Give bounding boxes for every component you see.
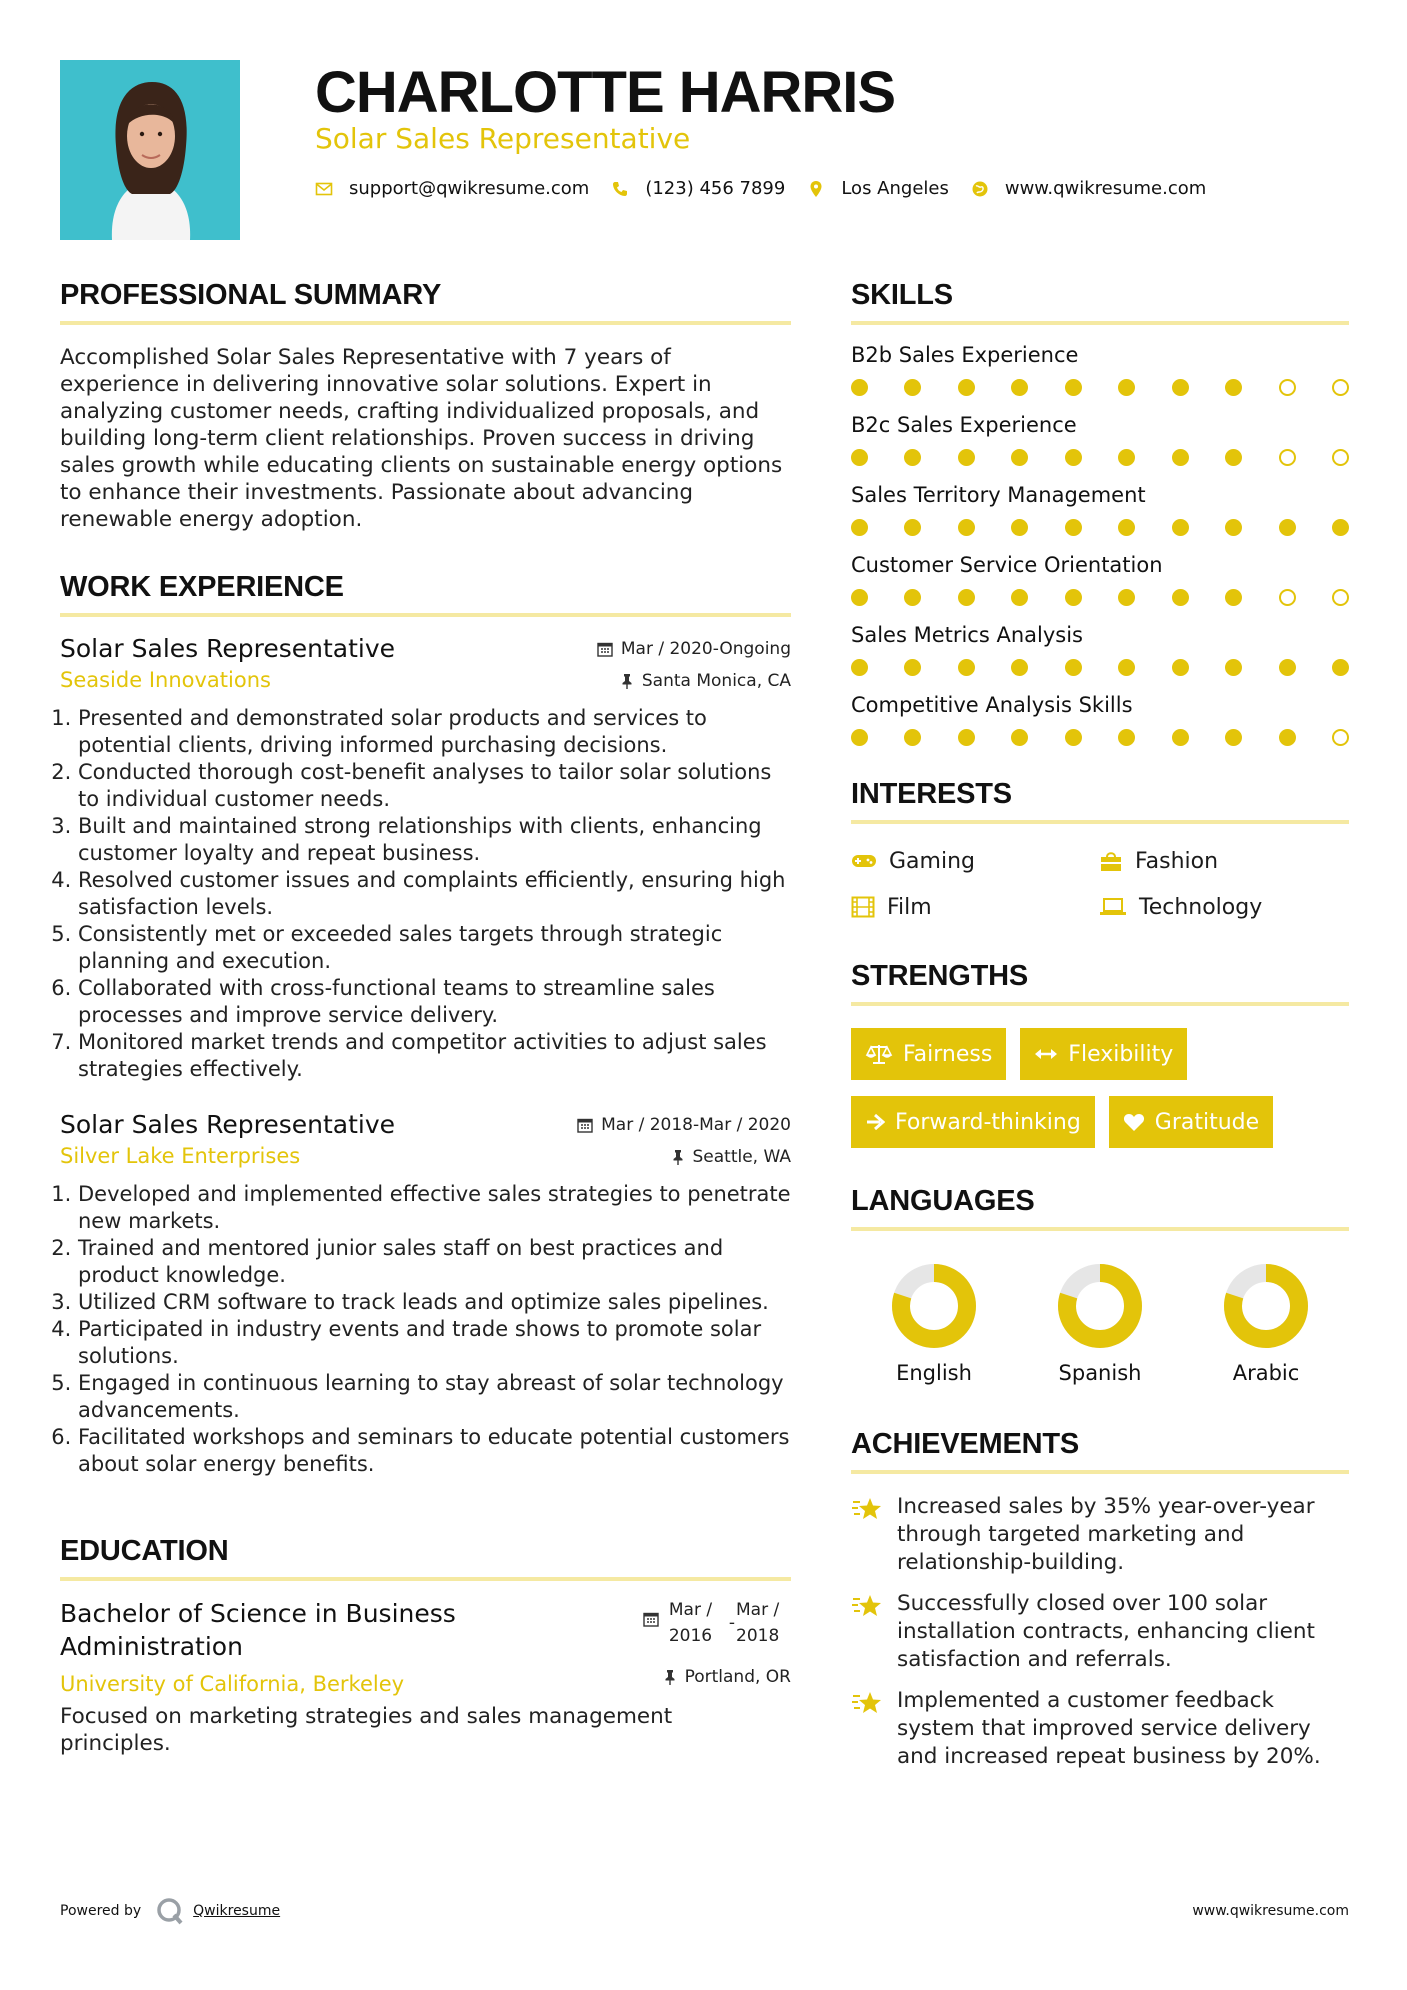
skill-name: Sales Metrics Analysis	[851, 623, 1083, 647]
list-item: 7. Monitored market trends and competitor activities to adjust sales strategies effectively.	[78, 1029, 791, 1083]
pushpin-icon	[671, 1149, 685, 1165]
map-pin-icon	[807, 180, 825, 198]
job-company: Seaside Innovations	[60, 668, 271, 692]
rating-dot-filled	[958, 379, 975, 396]
rating-dot-empty	[1332, 449, 1349, 466]
rating-dot-filled	[904, 589, 921, 606]
start-month: Mar /	[668, 1600, 713, 1620]
rating-dot-filled	[1118, 729, 1135, 746]
calendar-icon	[643, 1611, 659, 1627]
rating-dot-filled	[1011, 449, 1028, 466]
interest-item	[1099, 891, 1349, 923]
powered-by-label: Powered by	[60, 1903, 142, 1919]
powered-by	[60, 1896, 280, 1926]
skill-rating	[851, 589, 1349, 606]
achievement-text: Implemented a customer feedback system that improved service delivery and increased repeat business by 20%.	[897, 1688, 1321, 1769]
pushpin-icon	[620, 673, 634, 689]
rating-dot-filled	[1011, 659, 1028, 676]
skills-list	[851, 341, 1349, 746]
rating-dot-filled	[851, 519, 868, 536]
languages-section	[851, 1184, 1349, 1385]
rating-dot-filled	[904, 449, 921, 466]
interests-divider	[851, 820, 1349, 824]
globe-icon	[971, 180, 989, 198]
contact-phone-text: (123) 456 7899	[645, 178, 786, 199]
rating-dot-filled	[851, 449, 868, 466]
education-entry	[60, 1597, 791, 1757]
rating-dot-filled	[1065, 449, 1082, 466]
job-location-text: Santa Monica, CA	[641, 671, 791, 691]
job-meta	[597, 633, 791, 697]
list-item: 1. Presented and demonstrated solar products and services to potential clients, driving informed purchasing decisions.	[78, 705, 791, 759]
rating-dot-filled	[958, 589, 975, 606]
degree-title: Bachelor of Science in Business Administration	[60, 1599, 456, 1661]
languages-list	[851, 1263, 1349, 1385]
strength-tag	[851, 1096, 1095, 1148]
rating-dot-filled	[1225, 519, 1242, 536]
rating-dot-filled	[1332, 659, 1349, 676]
star-burst-icon	[851, 1593, 883, 1619]
interest-item	[851, 845, 1099, 877]
interests-section	[851, 777, 1349, 923]
rating-dot-filled	[958, 729, 975, 746]
candidate-role: Solar Sales Representative	[315, 122, 691, 155]
list-item: 6. Collaborated with cross-functional teams to streamline sales processes and improve service delivery.	[78, 975, 791, 1029]
right-column	[851, 278, 1349, 1771]
rating-dot-filled	[1118, 379, 1135, 396]
heart-icon	[1123, 1112, 1145, 1132]
strengths-section	[851, 959, 1349, 1164]
rating-dot-filled	[958, 659, 975, 676]
balance-scale-icon	[865, 1043, 893, 1065]
language-item	[1183, 1263, 1349, 1385]
achievement-item	[851, 1590, 1349, 1674]
rating-dot-filled	[1279, 729, 1296, 746]
rating-dot-filled	[1172, 519, 1189, 536]
language-proficiency-donut	[1223, 1263, 1309, 1349]
end-year: 2018	[736, 1626, 780, 1646]
school-name: University of California, Berkeley	[60, 1672, 405, 1696]
skill-name: Customer Service Orientation	[851, 553, 1163, 577]
list-item: 5. Consistently met or exceeded sales targets through strategic planning and execution.	[78, 921, 791, 975]
film-icon	[851, 896, 875, 918]
job-dates-text: Mar / 2020-Ongoing	[620, 639, 791, 659]
shopping-bag-icon	[1099, 850, 1123, 872]
star-burst-icon	[851, 1690, 883, 1716]
list-item: 4. Participated in industry events and trade shows to promote solar solutions.	[78, 1316, 791, 1370]
rating-dot-filled	[1065, 659, 1082, 676]
job-company: Silver Lake Enterprises	[60, 1144, 301, 1168]
rating-dot-filled	[1118, 519, 1135, 536]
experience-divider	[60, 613, 791, 617]
contact-website[interactable]	[971, 178, 1206, 199]
languages-divider	[851, 1227, 1349, 1231]
rating-dot-filled	[1332, 519, 1349, 536]
rating-dot-filled	[851, 659, 868, 676]
end-month: Mar /	[736, 1600, 780, 1620]
rating-dot-filled	[1011, 519, 1028, 536]
strength-tag	[851, 1028, 1006, 1080]
rating-dot-filled	[1172, 449, 1189, 466]
contact-phone[interactable]	[611, 178, 785, 199]
date-separator: -	[728, 1613, 735, 1633]
strength-label: Gratitude	[1154, 1109, 1260, 1135]
strength-label: Flexibility	[1068, 1041, 1174, 1067]
education-location-text: Portland, OR	[684, 1667, 791, 1687]
start-date	[669, 1597, 729, 1649]
rating-dot-filled	[1065, 589, 1082, 606]
summary-section	[60, 278, 791, 533]
rating-dot-filled	[1225, 589, 1242, 606]
start-year: 2016	[668, 1626, 713, 1646]
languages-heading: LANGUAGES	[851, 1185, 1035, 1217]
list-item: 4. Resolved customer issues and complaints efficiently, ensuring high satisfaction levels.	[78, 867, 791, 921]
rating-dot-filled	[958, 519, 975, 536]
language-proficiency-donut	[891, 1263, 977, 1349]
summary-text: Accomplished Solar Sales Representative with 7 years of experience in delivering innovative solar solutions. Expert in analyzing customer needs, crafting individualized proposals, and building long-term client relationships. Proven success in driving sales growth while educating clients on sustainable energy options to enhance their investments. Passionate about advancing renewable energy adoption.	[60, 345, 783, 532]
arrows-horizontal-icon	[1034, 1047, 1058, 1061]
calendar-icon	[577, 1117, 593, 1133]
job-meta	[577, 1109, 791, 1173]
job-title: Solar Sales Representative	[60, 634, 396, 663]
skill-rating	[851, 379, 1349, 396]
calendar-icon	[597, 641, 613, 657]
gamepad-icon	[851, 853, 877, 869]
rating-dot-filled	[851, 729, 868, 746]
rating-dot-filled	[904, 729, 921, 746]
interest-item	[851, 891, 1099, 923]
job-dates	[577, 1109, 791, 1141]
skill-rating	[851, 519, 1349, 536]
rating-dot-filled	[1172, 729, 1189, 746]
rating-dot-filled	[1011, 379, 1028, 396]
rating-dot-filled	[958, 449, 975, 466]
list-item: 2. Conducted thorough cost-benefit analyses to tailor solar solutions to individual customer needs.	[78, 759, 791, 813]
list-item: 1. Developed and implemented effective sales strategies to penetrate new markets.	[78, 1181, 791, 1235]
phone-icon	[611, 180, 629, 198]
rating-dot-filled	[1225, 379, 1242, 396]
skills-section	[851, 278, 1349, 746]
rating-dot-empty	[1279, 589, 1296, 606]
achievement-text: Successfully closed over 100 solar installation contracts, enhancing client satisfaction and referrals.	[897, 1591, 1315, 1672]
job-duties-list	[60, 1181, 791, 1478]
qwikresume-link[interactable]: Qwikresume	[193, 1903, 281, 1919]
job-title: Solar Sales Representative	[60, 1110, 396, 1139]
contact-bar	[315, 178, 1228, 199]
language-proficiency-donut	[1057, 1263, 1143, 1349]
language-name: English	[896, 1361, 972, 1385]
interest-label: Gaming	[889, 848, 975, 874]
skills-divider	[851, 321, 1349, 325]
rating-dot-filled	[851, 589, 868, 606]
profile-photo	[60, 60, 240, 240]
language-name: Arabic	[1232, 1361, 1300, 1385]
rating-dot-filled	[904, 659, 921, 676]
achievements-list	[851, 1493, 1349, 1771]
footer	[60, 1896, 1349, 1926]
job-dates	[597, 633, 791, 665]
education-location	[643, 1667, 791, 1687]
contact-location-text: Los Angeles	[841, 178, 949, 199]
skill-rating	[851, 449, 1349, 466]
rating-dot-filled	[1172, 379, 1189, 396]
end-date	[736, 1597, 791, 1649]
strengths-divider	[851, 1002, 1349, 1006]
skill-name: Sales Territory Management	[851, 483, 1146, 507]
list-item: 3. Utilized CRM software to track leads and optimize sales pipelines.	[78, 1289, 791, 1316]
experience-heading: WORK EXPERIENCE	[60, 571, 344, 603]
arrow-right-icon	[865, 1113, 885, 1131]
qwikresume-logo-icon	[155, 1896, 185, 1926]
summary-heading: PROFESSIONAL SUMMARY	[60, 279, 442, 311]
rating-dot-filled	[904, 379, 921, 396]
job-dates-text: Mar / 2018-Mar / 2020	[601, 1115, 791, 1135]
candidate-name: CHARLOTTE HARRIS	[315, 60, 896, 125]
rating-dot-filled	[1118, 589, 1135, 606]
strength-label: Fairness	[903, 1041, 993, 1067]
summary-divider	[60, 321, 791, 325]
laptop-icon	[1099, 897, 1127, 917]
achievements-section	[851, 1427, 1349, 1771]
strength-tag	[1020, 1028, 1187, 1080]
skill-name: B2c Sales Experience	[851, 413, 1077, 437]
strength-tag	[1109, 1096, 1273, 1148]
achievement-item	[851, 1493, 1349, 1577]
education-heading: EDUCATION	[60, 1535, 229, 1567]
interest-label: Film	[887, 894, 932, 920]
interests-grid	[851, 845, 1349, 923]
education-dates	[643, 1597, 791, 1687]
job-location	[577, 1141, 791, 1173]
list-item: 2. Trained and mentored junior sales staff on best practices and product knowledge.	[78, 1235, 791, 1289]
interest-label: Fashion	[1135, 848, 1219, 874]
skill-name: Competitive Analysis Skills	[851, 693, 1133, 717]
rating-dot-filled	[1279, 519, 1296, 536]
rating-dot-filled	[904, 519, 921, 536]
experience-section	[60, 570, 791, 1478]
education-section	[60, 1534, 791, 1757]
job-location-text: Seattle, WA	[692, 1147, 791, 1167]
profile-photo-image	[60, 60, 240, 240]
contact-email-text: support@qwikresume.com	[349, 178, 590, 199]
contact-email[interactable]	[315, 178, 589, 199]
footer-website[interactable]: www.qwikresume.com	[1192, 1903, 1349, 1919]
language-name: Spanish	[1058, 1361, 1142, 1385]
rating-dot-filled	[1225, 449, 1242, 466]
rating-dot-filled	[1065, 729, 1082, 746]
rating-dot-empty	[1279, 379, 1296, 396]
job-entry	[60, 633, 791, 1083]
job-duties-list	[60, 705, 791, 1083]
interests-heading: INTERESTS	[851, 778, 1012, 810]
rating-dot-empty	[1332, 729, 1349, 746]
education-divider	[60, 1577, 791, 1581]
rating-dot-filled	[851, 379, 868, 396]
language-item	[1017, 1263, 1183, 1385]
rating-dot-filled	[1225, 729, 1242, 746]
job-location	[597, 665, 791, 697]
skill-rating	[851, 659, 1349, 676]
rating-dot-filled	[1118, 449, 1135, 466]
interest-item	[1099, 845, 1349, 877]
list-item: 6. Facilitated workshops and seminars to educate potential customers about solar energy benefits.	[78, 1424, 791, 1478]
pushpin-icon	[663, 1669, 677, 1685]
achievement-text: Increased sales by 35% year-over-year through targeted marketing and relationship-building.	[897, 1494, 1315, 1575]
strengths-heading: STRENGTHS	[851, 960, 1029, 992]
skill-name: B2b Sales Experience	[851, 343, 1079, 367]
skills-heading: SKILLS	[851, 279, 953, 311]
left-column	[60, 278, 791, 1757]
strength-label: Forward-thinking	[895, 1109, 1081, 1135]
rating-dot-filled	[1065, 379, 1082, 396]
strengths-list	[851, 1028, 1349, 1164]
achievement-item	[851, 1687, 1349, 1771]
contact-website-text: www.qwikresume.com	[1004, 178, 1207, 199]
education-description: Focused on marketing strategies and sales management principles.	[60, 1704, 673, 1756]
rating-dot-empty	[1332, 379, 1349, 396]
language-item	[851, 1263, 1017, 1385]
rating-dot-filled	[1172, 659, 1189, 676]
job-entry	[60, 1109, 791, 1478]
rating-dot-empty	[1332, 589, 1349, 606]
rating-dot-filled	[1172, 589, 1189, 606]
rating-dot-filled	[1011, 589, 1028, 606]
list-item: 5. Engaged in continuous learning to stay abreast of solar technology advancements.	[78, 1370, 791, 1424]
rating-dot-filled	[1225, 659, 1242, 676]
interest-label: Technology	[1139, 894, 1263, 920]
contact-location	[807, 178, 949, 199]
skill-rating	[851, 729, 1349, 746]
achievements-heading: ACHIEVEMENTS	[851, 1428, 1080, 1460]
rating-dot-empty	[1279, 449, 1296, 466]
achievements-divider	[851, 1470, 1349, 1474]
rating-dot-filled	[1279, 659, 1296, 676]
rating-dot-filled	[1011, 729, 1028, 746]
rating-dot-filled	[1118, 659, 1135, 676]
list-item: 3. Built and maintained strong relationships with clients, enhancing customer loyalty and repeat business.	[78, 813, 791, 867]
star-burst-icon	[851, 1496, 883, 1522]
envelope-icon	[315, 180, 333, 198]
rating-dot-filled	[1065, 519, 1082, 536]
